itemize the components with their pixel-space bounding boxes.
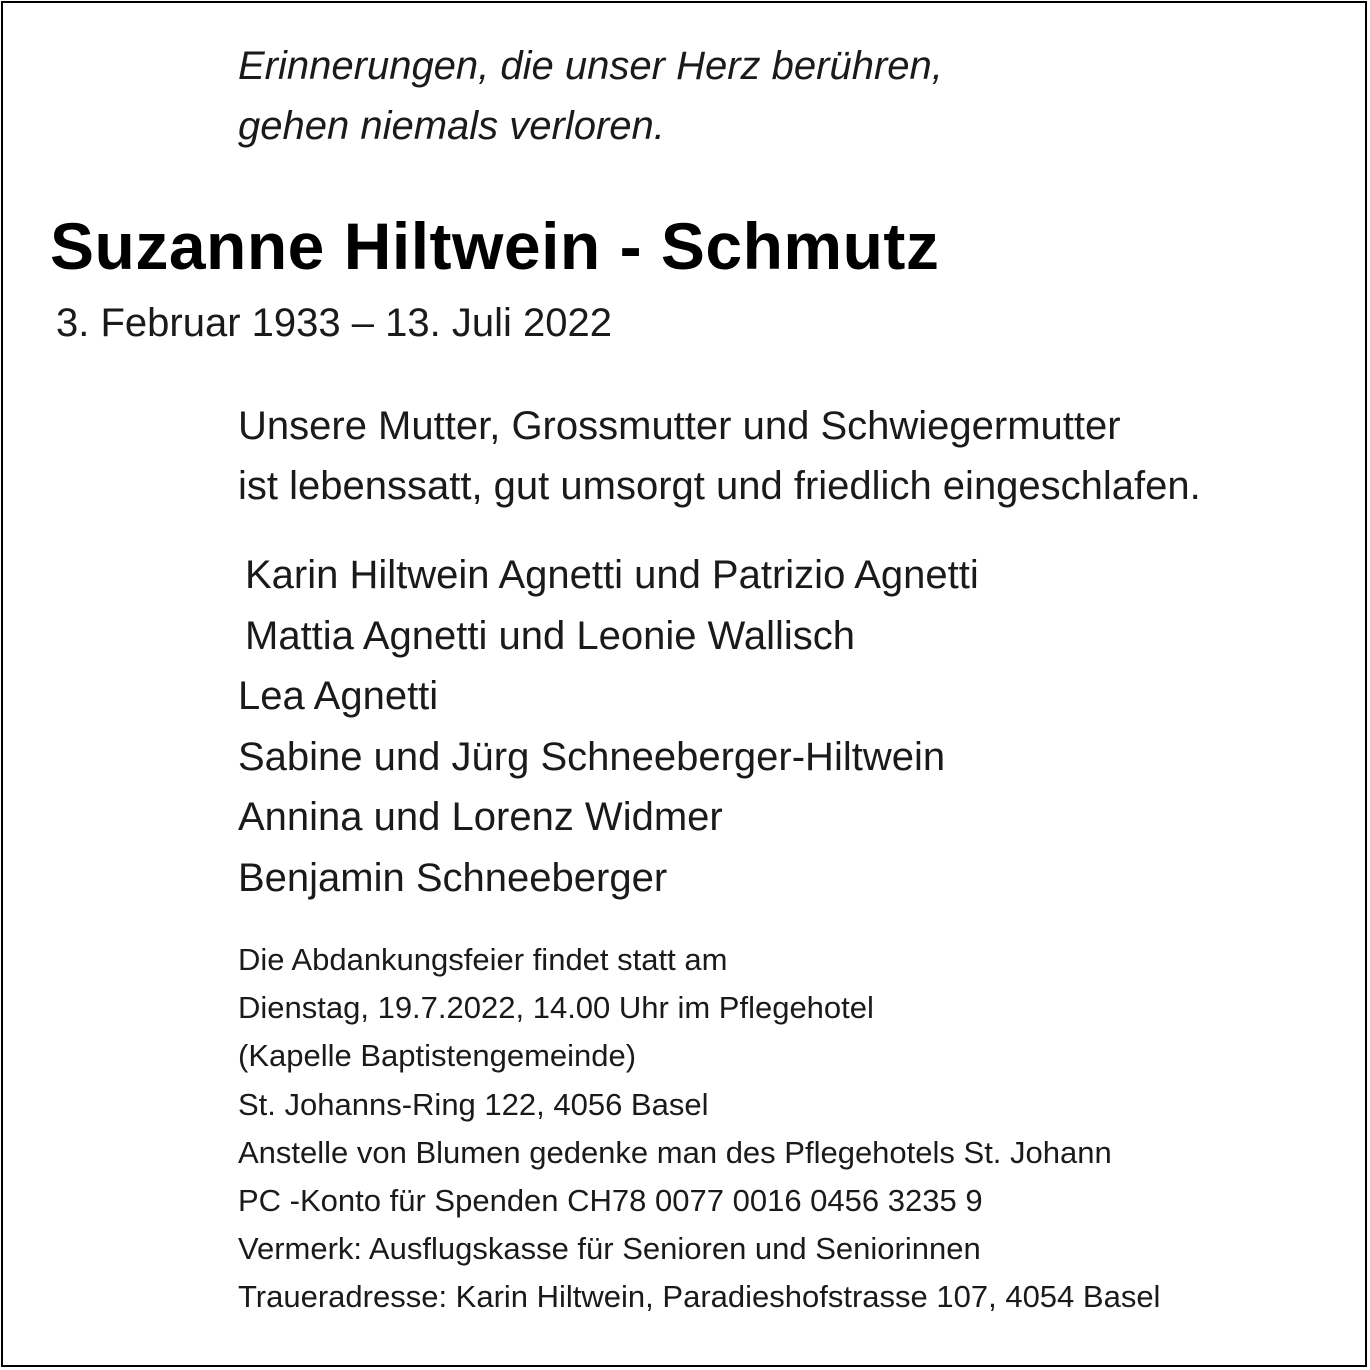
- message-line: ist lebenssatt, gut umsorgt und friedlich eingeschlafen.: [238, 464, 1201, 508]
- mourner-entry: Lea Agnetti: [238, 674, 439, 718]
- service-info-line: Die Abdankungsfeier findet statt am: [238, 942, 728, 977]
- service-info-line: St. Johanns-Ring 122, 4056 Basel: [238, 1086, 709, 1122]
- service-info: [238, 936, 1160, 1322]
- mourner-entry: Mattia Agnetti und Leonie Wallisch: [245, 613, 855, 658]
- deceased-name: Suzanne Hiltwein - Schmutz: [50, 209, 940, 283]
- service-info-line: Anstelle von Blumen gedenke man des Pflegehotels St. Johann: [238, 1134, 1112, 1170]
- announcement-message: [238, 396, 1201, 516]
- motto-line: Erinnerungen, die unser Herz berühren,: [238, 44, 943, 88]
- motto-line: gehen niemals verloren.: [238, 104, 665, 148]
- mourner-entry: Annina und Lorenz Widmer: [238, 795, 723, 839]
- service-info-line: PC -Konto für Spenden CH78 0077 0016 0456 3235 9: [238, 1183, 983, 1219]
- service-info-line: Dienstag, 19.7.2022, 14.00 Uhr im Pflegehotel: [238, 990, 874, 1026]
- message-line: Unsere Mutter, Grossmutter und Schwiegermutter: [238, 404, 1121, 448]
- service-info-line: (Kapelle Baptistengemeinde): [238, 1038, 637, 1074]
- mourners-list: [238, 545, 979, 908]
- life-dates: 3. Februar 1933 – 13. Juli 2022: [56, 301, 612, 345]
- mourner-entry: Sabine und Jürg Schneeberger-Hiltwein: [238, 734, 946, 779]
- mourner-entry: Benjamin Schneeberger: [238, 855, 668, 900]
- motto-quote: [238, 36, 943, 156]
- mourner-entry: Karin Hiltwein Agnetti und Patrizio Agnetti: [245, 553, 979, 597]
- service-info-line: Traueradresse: Karin Hiltwein, Paradieshofstrasse 107, 4054 Basel: [238, 1279, 1161, 1315]
- service-info-line: Vermerk: Ausflugskasse für Senioren und Seniorinnen: [238, 1231, 981, 1267]
